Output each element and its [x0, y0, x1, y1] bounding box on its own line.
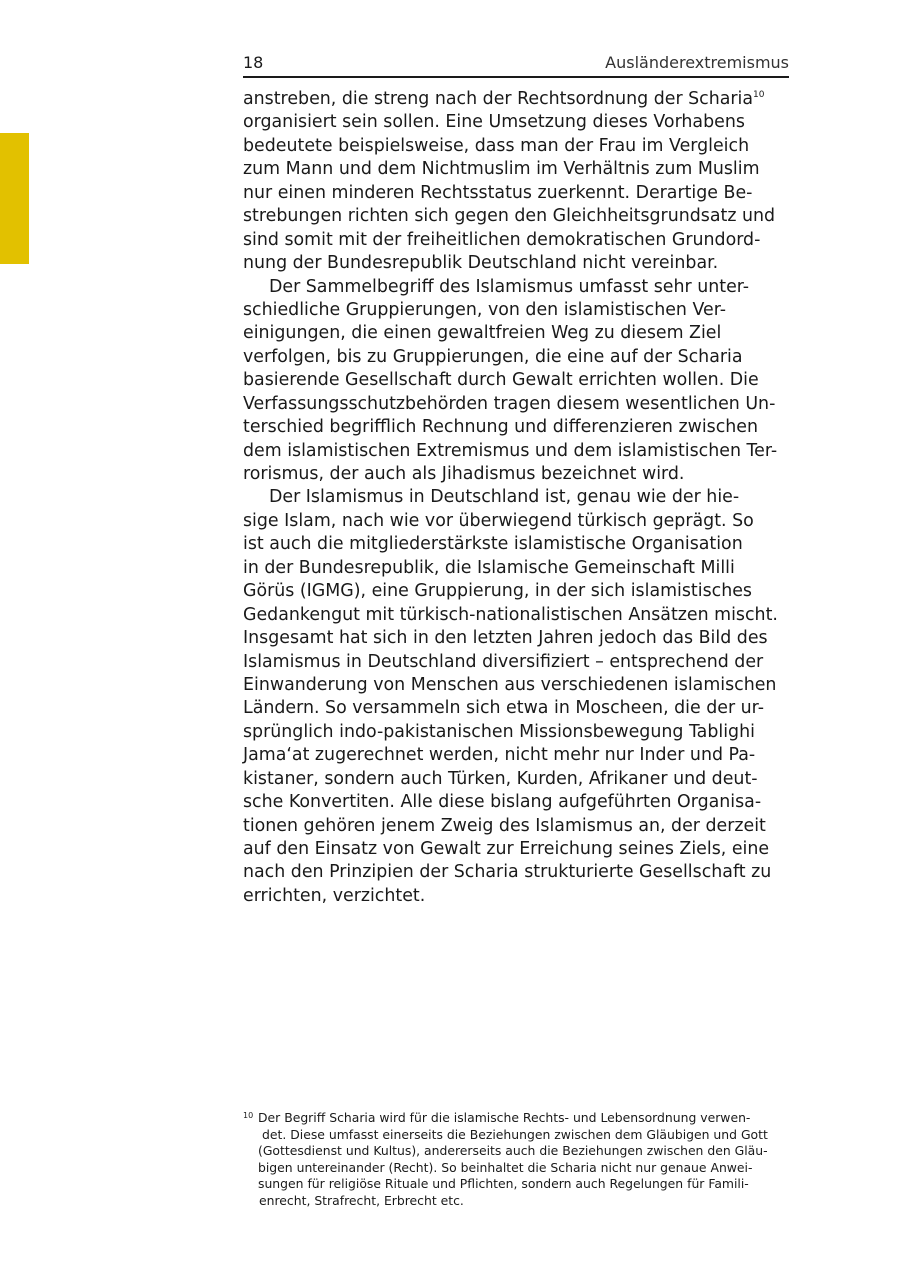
text-line: dem islamistischen Extremismus und dem islamistischen Ter-	[243, 440, 778, 461]
text-line: kistaner, sondern auch Türken, Kurden, Afrikaner und deut-	[243, 768, 758, 789]
footnote-line: 10 Der Begriff Scharia wird für die islamische Rechts- und Lebensordnung verwen-	[243, 1110, 751, 1125]
footnote-line: det. Diese umfasst einerseits die Beziehungen zwischen dem Gläubigen und Gott	[262, 1126, 768, 1142]
footnote-line: sungen für religiöse Rituale und Pflichten, sondern auch Regelungen für Famili-	[258, 1176, 749, 1192]
footnote-line: bigen untereinander (Recht). So beinhaltet die Scharia nicht nur genaue Anwei-	[258, 1159, 753, 1175]
text-line: Gedankengut mit türkisch-nationalistischen Ansätzen mischt.	[243, 604, 778, 625]
chapter-tab-marker	[0, 133, 29, 264]
text-line: organisiert sein sollen. Eine Umsetzung dieses Vorhabens	[243, 112, 745, 133]
footnote-line: (Gottesdienst und Kultus), andererseits auch die Beziehungen zwischen den Gläu-	[258, 1143, 768, 1159]
text-line: basierende Gesellschaft durch Gewalt errichten wollen. Die	[243, 370, 759, 391]
footnote-reference[interactable]: 10	[753, 90, 765, 100]
text-line: sind somit mit der freiheitlichen demokratischen Grundord-	[243, 229, 761, 250]
text-line: anstreben, die streng nach der Rechtsordnung der Scharia$^{10}$	[243, 89, 765, 109]
text-line: terschied begrifflich Rechnung und differenzieren zwischen	[243, 417, 759, 438]
footnote-line: enrecht, Strafrecht, Erbrecht etc.	[259, 1192, 464, 1208]
text-line: sche Konvertiten. Alle diese bislang aufgeführten Organisa-	[243, 792, 762, 813]
text-line: errichten, verzichtet.	[243, 885, 426, 906]
text-line: schiedliche Gruppierungen, von den islamistischen Ver-	[243, 299, 727, 320]
text-line: Einwanderung von Menschen aus verschiedenen islamischen	[243, 674, 777, 695]
text-line: Ländern. So versammeln sich etwa in Moscheen, die der ur-	[243, 698, 764, 719]
text-line: Der Sammelbegriff des Islamismus umfasst sehr unter-	[269, 276, 750, 297]
text-line: rorismus, der auch als Jihadismus bezeichnet wird.	[243, 464, 685, 484]
text-line: bedeutete beispielsweise, dass man der Frau im Vergleich	[243, 135, 750, 156]
text-line: strebungen richten sich gegen den Gleichheitsgrundsatz und	[243, 206, 776, 227]
page-header	[243, 52, 789, 78]
text-line: ist auch die mitgliederstärkste islamistische Organisation	[243, 534, 743, 555]
text-line: Görüs (IGMG), eine Gruppierung, in der sich islamistisches	[243, 581, 752, 602]
text-line: Insgesamt hat sich in den letzten Jahren jedoch das Bild des	[243, 628, 768, 649]
running-title: Ausländerextremismus	[605, 53, 789, 72]
text-line: Islamismus in Deutschland diversifiziert – entsprechend der	[243, 651, 764, 672]
text-line: nung der Bundesrepublik Deutschland nicht vereinbar.	[243, 253, 719, 274]
text-line: auf den Einsatz von Gewalt zur Erreichung seines Ziels, eine	[243, 839, 770, 859]
text-line: nur einen minderen Rechtsstatus zuerkennt. Derartige Be-	[243, 182, 753, 203]
page-number: 18	[243, 53, 264, 72]
text-line: sprünglich indo-pakistanischen Missionsbewegung Tablighi	[243, 721, 755, 742]
text-line: in der Bundesrepublik, die Islamische Gemeinschaft Milli	[243, 557, 735, 578]
text-line: nach den Prinzipien der Scharia strukturierte Gesellschaft zu	[243, 862, 772, 883]
text-line: Verfassungsschutzbehörden tragen diesem wesentlichen Un-	[243, 393, 776, 414]
text-line: tionen gehören jenem Zweig des Islamismus an, der derzeit	[243, 815, 766, 836]
text-line: Der Islamismus in Deutschland ist, genau wie der hie-	[269, 487, 740, 508]
text-line: verfolgen, bis zu Gruppierungen, die eine auf der Scharia	[243, 346, 743, 367]
main-text	[243, 88, 803, 908]
footnote	[243, 1110, 803, 1210]
text-line: zum Mann und dem Nichtmuslim im Verhältnis zum Muslim	[243, 159, 760, 180]
text-line: Jama‘at zugerechnet werden, nicht mehr nur Inder und Pa-	[243, 745, 756, 766]
text-line: einigungen, die einen gewaltfreien Weg zu diesem Ziel	[243, 323, 722, 344]
text-line: sige Islam, nach wie vor überwiegend türkisch geprägt. So	[243, 510, 754, 531]
